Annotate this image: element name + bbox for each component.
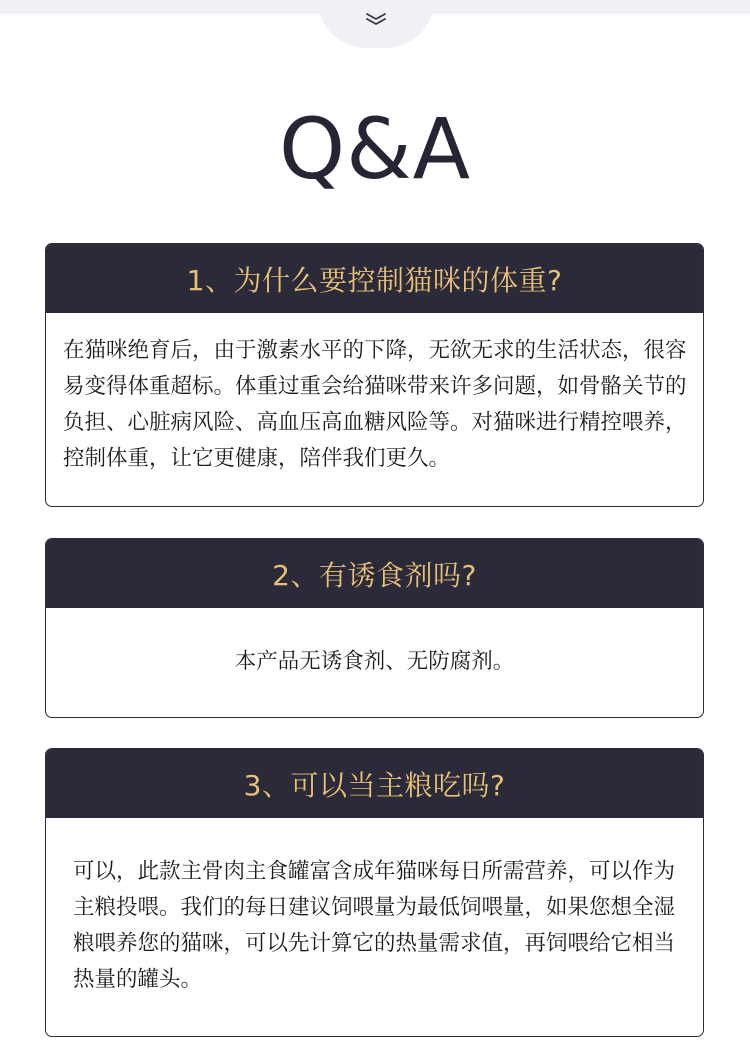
faq-question: 1、为什么要控制猫咪的体重? bbox=[186, 263, 563, 297]
collapse-toggle[interactable] bbox=[317, 0, 435, 48]
faq-card bbox=[45, 243, 704, 507]
double-chevron-down-icon bbox=[364, 12, 388, 26]
faq-question: 2、有诱食剂吗? bbox=[272, 558, 477, 592]
faq-answer: 在猫咪绝育后，由于激素水平的下降，无欲无求的生活状态，很容易变得体重超标。体重过重会给猫咪带来许多问题，如骨骼关节的负担、心脏病风险、高血压高血糖风险等。对猫咪进行精控喂养，控制体重，让它更健康，陪伴我们更久。 bbox=[63, 338, 687, 471]
faq-answer: 本产品无诱食剂、无防腐剂。 bbox=[234, 649, 515, 674]
faq-question: 3、可以当主粮吃吗? bbox=[243, 768, 506, 802]
faq-question-header bbox=[46, 244, 703, 313]
faq-card bbox=[45, 748, 704, 1037]
page-title: Q&A bbox=[278, 100, 472, 198]
faq-card bbox=[45, 538, 704, 718]
faq-question-header bbox=[46, 539, 703, 608]
faq-answer: 可以，此款主骨肉主食罐富含成年猫咪每日所需营养，可以作为主粮投喂。我们的每日建议饲喂量为最低饲喂量，如果您想全湿粮喂养您的猫咪，可以先计算它的热量需求值，再饲喂给它相当热量的罐头。 bbox=[73, 859, 676, 992]
faq-question-header bbox=[46, 749, 703, 818]
